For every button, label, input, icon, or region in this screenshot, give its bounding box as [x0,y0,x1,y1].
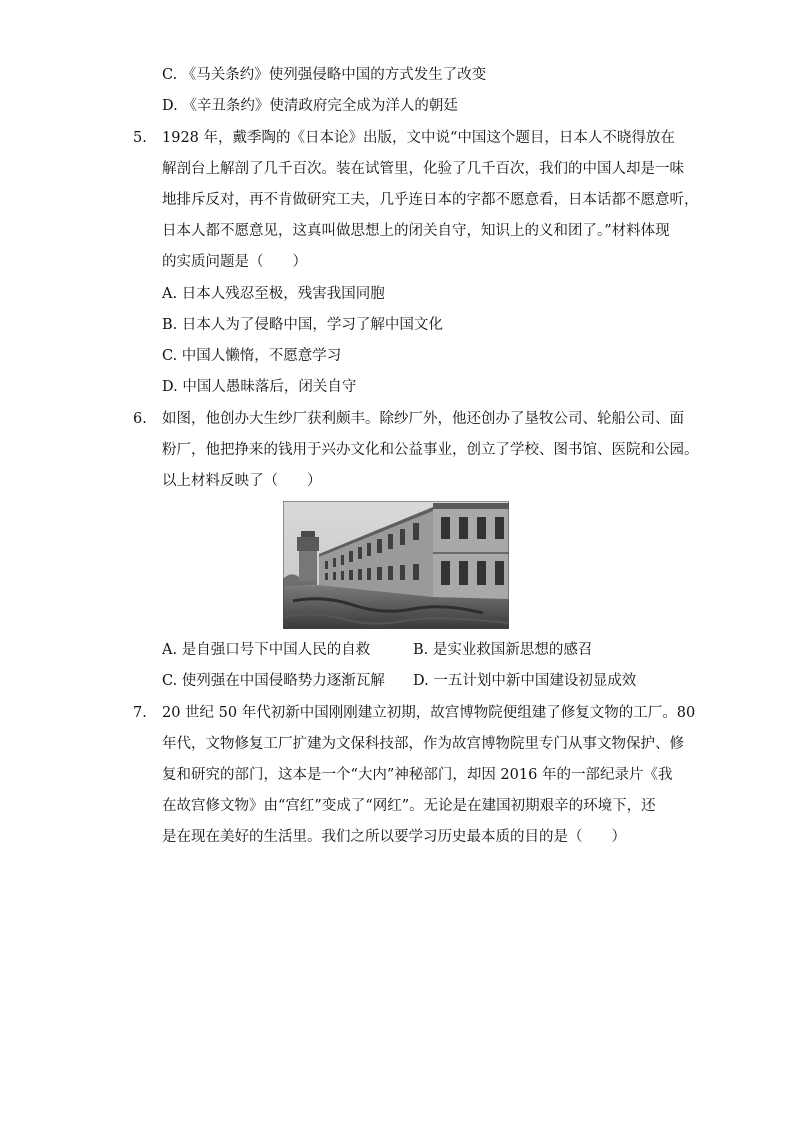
q5-stem-line: 1928 年，戴季陶的《日本论》出版，文中说“中国这个题目，日本人不晓得放在 [162,130,675,146]
q5-stem-line: 的实质问题是（ ） [162,254,307,270]
q5-option-d: D. 中国人愚昧落后，闭关自守 [162,379,357,395]
q6-stem-line: 粉厂，他把挣来的钱用于兴办文化和公益事业，创立了学校、图书馆、医院和公园。 [162,442,699,458]
q6-number: 6. [133,411,147,427]
q7-stem-line: 年代，文物修复工厂扩建为文保科技部，作为故宫博物院里专门从事文物保护、修 [162,736,684,752]
q7-number: 7. [133,705,147,721]
q6-option-c: C. 使列强在中国侵略势力逐渐瓦解 [162,673,385,689]
q4-option-d: D. 《辛丑条约》使清政府完全成为洋人的朝廷 [162,98,458,114]
q6-option-b: B. 是实业救国新思想的感召 [413,642,593,658]
q6-option-a: A. 是自强口号下中国人民的自救 [162,642,371,658]
q6-option-d: D. 一五计划中新中国建设初显成效 [413,673,637,689]
q7-stem-line: 20 世纪 50 年代初新中国刚刚建立初期，故宫博物院便组建了修复文物的工厂。80 [162,705,696,721]
q5-number: 5. [133,130,147,146]
q4-option-c: C. 《马关条约》使列强侵略中国的方式发生了改变 [162,67,487,83]
q7-stem-line: 复和研究的部门，这本是一个“大内”神秘部门，却因 2016 年的一部纪录片《我 [162,767,673,783]
q5-stem-line: 解剖台上解剖了几千百次。装在试管里，化验了几千百次，我们的中国人却是一味 [162,161,684,177]
q5-stem-line: 地排斥反对，再不肯做研究工夫，几乎连日本的字都不愿意看，日本话都不愿意听， [162,192,699,208]
q6-stem-line: 如图，他创办大生纱厂获利颇丰。除纱厂外，他还创办了垦牧公司、轮船公司、面 [162,411,684,427]
q5-option-b: B. 日本人为了侵略中国，学习了解中国文化 [162,317,443,333]
q5-option-a: A. 日本人残忍至极，残害我国同胞 [162,286,385,302]
factory-photo [283,501,509,629]
q7-stem-line: 在故宫修文物》由“宫红”变成了“网红”。无论是在建国初期艰辛的环境下，还 [162,798,656,814]
q5-option-c: C. 中国人懒惰，不愿意学习 [162,348,342,364]
q5-stem-line: 日本人都不愿意见，这真叫做思想上的闭关自守，知识上的义和团了。”材料体现 [162,223,670,239]
q7-stem-line: 是在现在美好的生活里。我们之所以要学习历史最本质的目的是（ ） [162,829,626,845]
q6-stem-line: 以上材料反映了（ ） [162,473,322,489]
